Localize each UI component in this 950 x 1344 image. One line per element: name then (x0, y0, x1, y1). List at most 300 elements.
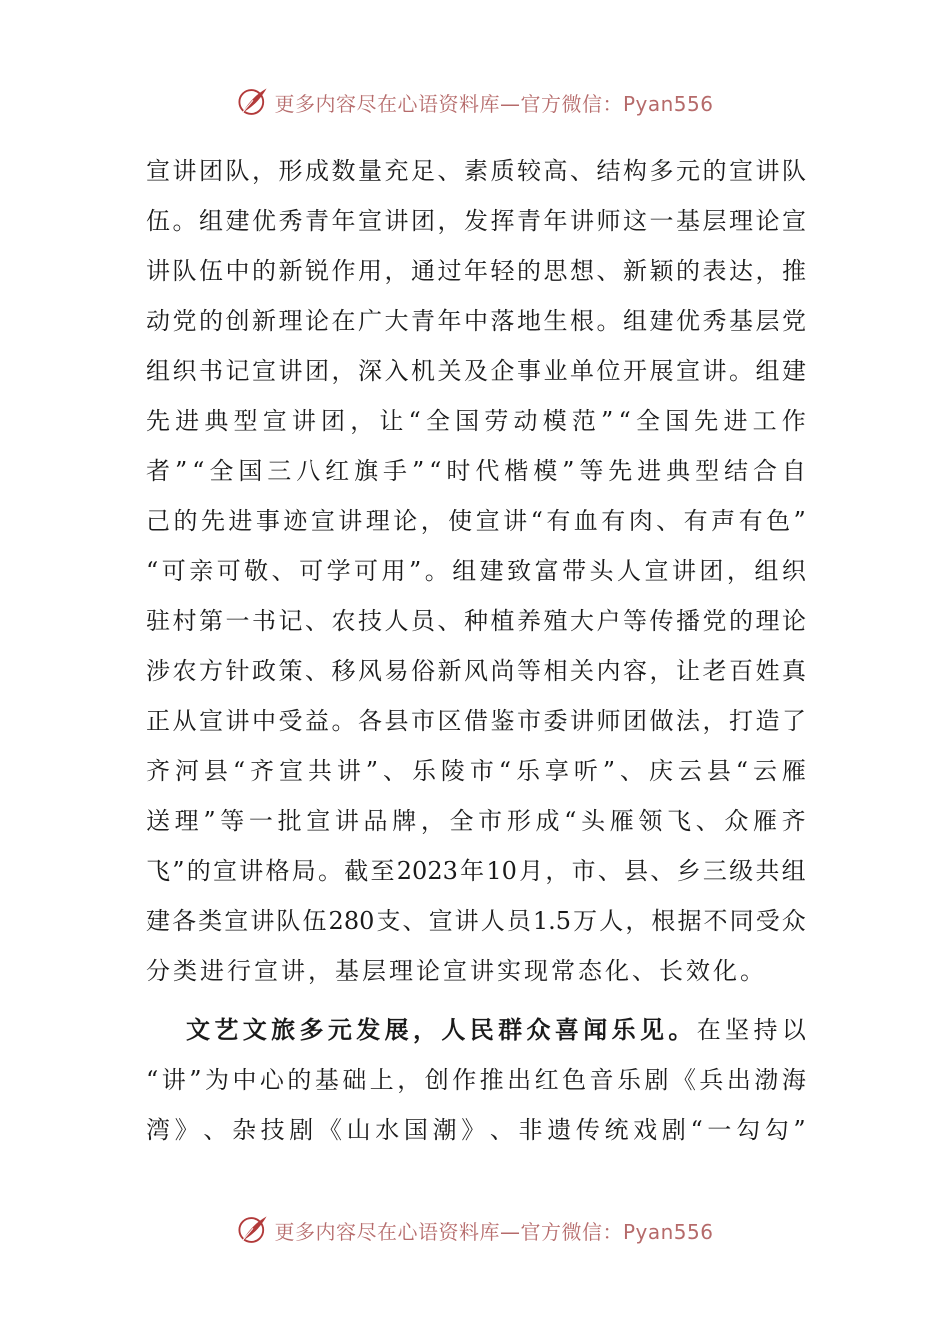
text-char: 团 (199, 157, 223, 185)
text-char: ” (172, 857, 185, 885)
text-char: ” (601, 407, 614, 435)
text-char: 风 (464, 657, 488, 685)
text-char: 颖 (649, 257, 674, 285)
text-char: 乐 (611, 1015, 636, 1044)
text-char: 元 (327, 1015, 352, 1044)
text-char: 老 (702, 657, 727, 685)
text-char: 等 (220, 807, 245, 835)
text-char: 宣 (475, 507, 500, 535)
text-char: 一 (649, 207, 674, 235)
text-char: 局 (291, 857, 316, 885)
text-char: 结 (596, 157, 621, 185)
text-char: 根 (651, 907, 676, 935)
text-char: 作 (331, 257, 356, 285)
text-char: 市 (469, 757, 494, 785)
text-char: ” (408, 557, 422, 585)
text-char: 众 (526, 1015, 551, 1044)
text-char: 雁 (781, 757, 806, 785)
text-char: 记 (278, 607, 303, 635)
text-char: 了 (782, 707, 806, 735)
text-char: 这 (623, 207, 647, 235)
text-char: 足 (411, 157, 435, 185)
text-char: 。 (668, 1015, 693, 1044)
text-line (146, 546, 806, 596)
text-char: 构 (623, 157, 647, 185)
text-char: 县 (624, 857, 649, 885)
text-char: 迹 (283, 507, 308, 535)
text-line (146, 796, 806, 846)
text-char: 各 (358, 707, 382, 735)
text-char: 充 (384, 157, 409, 185)
text-char: 共 (755, 857, 780, 885)
text-char: 姓 (755, 657, 780, 685)
text-char: “ (232, 757, 246, 785)
text-line (146, 646, 806, 696)
text-char: 享 (544, 757, 569, 785)
text-char: 青 (517, 207, 541, 235)
text-char: 在 (696, 1016, 721, 1044)
text-line (146, 696, 806, 746)
text-char: 宣 (224, 907, 249, 935)
text-char: 致 (507, 557, 532, 585)
text-char: 较 (517, 157, 541, 185)
text-char: 庆 (648, 757, 673, 785)
text-char: 旗 (354, 457, 379, 485)
text-char: 大 (384, 307, 409, 335)
text-char: 宣 (306, 807, 331, 835)
text-char: 层 (755, 307, 780, 335)
text-char: 全 (449, 807, 474, 835)
text-char: “ (146, 557, 159, 585)
text-char: 。 (596, 307, 621, 335)
text-char: 针 (225, 657, 250, 685)
text-char: 新 (278, 257, 303, 285)
text-char: 基 (676, 207, 700, 235)
text-char: 宣 (262, 407, 287, 435)
text-char: 方 (199, 657, 223, 685)
text-char: 合 (752, 457, 777, 485)
text-char: 基 (314, 1066, 339, 1094)
text-char: 机 (411, 357, 435, 385)
text-char: 俗 (411, 657, 435, 685)
text-char: 队 (172, 257, 197, 285)
text-char: 易 (384, 657, 409, 685)
text-char: 根 (570, 307, 594, 335)
text-char: 乐 (411, 757, 436, 785)
text-char: ， (331, 357, 356, 385)
text-char: 》 (174, 1116, 199, 1144)
text-char: 轻 (490, 257, 515, 285)
text-char: 遗 (547, 1116, 572, 1144)
text-char: 秀 (278, 207, 303, 235)
text-char: 模 (542, 407, 567, 435)
text-char: 的 (199, 307, 223, 335)
text-char: 讲 (702, 357, 727, 385)
text-char: ， (755, 257, 780, 285)
text-char: 宣 (676, 357, 700, 385)
text-char: 为 (204, 1066, 229, 1094)
text-char: 声 (711, 507, 736, 535)
text-char: 年 (543, 207, 568, 235)
text-char: 宣 (782, 207, 806, 235)
text-char: 听 (573, 757, 598, 785)
text-char: 以 (781, 1016, 806, 1044)
text-char: 创 (225, 307, 250, 335)
text-char: 等 (517, 657, 541, 685)
text-char: 在 (331, 307, 356, 335)
footer-banner-text: 更多内容尽在心语资料库—官方微信：Pyan556 (274, 1219, 714, 1244)
text-char: 论 (755, 207, 780, 235)
text-char: 团 (305, 357, 329, 385)
text-char: 、 (489, 1116, 514, 1144)
text-char: 团 (623, 707, 647, 735)
text-char: 水 (375, 1116, 400, 1144)
text-char: 。 (331, 707, 356, 735)
text-line (146, 896, 806, 946)
text-char: 新 (623, 257, 647, 285)
text-char: 艺 (214, 1015, 239, 1044)
text-char: 音 (589, 1066, 614, 1094)
text-char: 县 (384, 707, 409, 735)
text-char: 民 (469, 1015, 494, 1044)
text-char: 借 (464, 707, 488, 735)
text-char: 动 (146, 307, 170, 335)
text-char: 送 (146, 807, 170, 835)
text-char: 己 (146, 507, 170, 535)
text-char: 益 (305, 707, 329, 735)
paragraph-1 (146, 146, 806, 996)
text-char: 进 (723, 407, 748, 435)
text-char: 级 (729, 857, 754, 885)
text-char: 伍 (146, 207, 170, 235)
text-char: 讲 (338, 507, 363, 535)
text-char: 层 (702, 207, 727, 235)
text-char: 1.5 (532, 907, 572, 935)
text-char: 、 (656, 507, 681, 535)
text-char: ， (702, 707, 727, 735)
text-char: 讲 (755, 157, 780, 185)
text-char: 形 (506, 807, 531, 835)
text-char: 人 (384, 607, 409, 635)
text-char: 、 (402, 907, 427, 935)
text-char: 地 (517, 307, 541, 335)
text-char: “ (618, 407, 631, 435)
text-char: 讲 (454, 907, 479, 935)
text-char: 理 (174, 807, 199, 835)
text-char: 剧 (661, 1116, 686, 1144)
text-char: 讲 (334, 807, 359, 835)
text-char: 型 (695, 457, 720, 485)
text-char: 组 (199, 207, 223, 235)
text-char: 中 (464, 307, 488, 335)
text-char: 齐 (146, 757, 170, 785)
text-char: 截 (344, 857, 369, 885)
text-char: 鉴 (490, 707, 515, 735)
text-char: 移 (331, 657, 356, 685)
text-char: 280 (328, 907, 375, 935)
text-char: 典 (204, 407, 229, 435)
text-char: 推 (479, 1066, 504, 1094)
text-char: “ (564, 807, 577, 835)
text-char: 组 (452, 557, 477, 585)
text-char: 可 (299, 557, 324, 585)
text-char: 讲 (172, 157, 197, 185)
text-char: 有 (601, 507, 626, 535)
text-char: 心 (259, 1066, 284, 1094)
text-char: 的 (729, 607, 753, 635)
text-char: ” (365, 757, 379, 785)
text-char: 县 (706, 757, 731, 785)
text-char: 人 (599, 907, 624, 935)
text-char: 策 (278, 657, 303, 685)
text-line (146, 1105, 806, 1155)
text-char: 、 (305, 657, 329, 685)
text-char: 讲 (250, 907, 275, 935)
text-char: 建 (479, 557, 504, 585)
text-char: 闻 (583, 1015, 608, 1044)
text-char: 、 (305, 607, 329, 635)
text-char: 肉 (628, 507, 653, 535)
text-char: 雁 (753, 807, 777, 835)
text-char: 飞 (146, 857, 170, 885)
text-char: 人 (441, 1015, 466, 1044)
text-char: 受 (755, 907, 780, 935)
text-char: 组 (781, 857, 806, 885)
text-char: 展 (649, 357, 674, 385)
text-char: 多 (649, 157, 674, 185)
text-char: 伍 (199, 257, 223, 285)
text-char: 血 (573, 507, 598, 535)
text-char: 秀 (702, 307, 727, 335)
text-char: ” (174, 457, 188, 485)
text-char: “ (192, 457, 205, 485)
text-char: 至 (370, 857, 395, 885)
text-char: ” (793, 1116, 806, 1144)
text-char: 品 (363, 807, 388, 835)
text-char: “ (735, 757, 749, 785)
text-char: “ (408, 407, 421, 435)
text-char: 讲 (291, 407, 316, 435)
text-char: “ (498, 757, 512, 785)
text-char: 宣 (146, 157, 170, 185)
text-char: 支 (376, 907, 401, 935)
text-char: 市 (478, 807, 503, 835)
text-char: 万 (573, 907, 598, 935)
text-char: ， (350, 407, 375, 435)
text-line (146, 1055, 806, 1105)
text-char: 典 (666, 457, 691, 485)
text-char: 领 (638, 807, 663, 835)
text-char: 市 (517, 707, 541, 735)
text-char: 驻 (146, 607, 170, 635)
text-char: 全 (209, 457, 234, 485)
text-char: 云 (752, 757, 777, 785)
text-char: 动 (513, 407, 538, 435)
text-char: 量 (358, 157, 382, 185)
text-char: 富 (534, 557, 559, 585)
text-char: 、 (570, 157, 594, 185)
text-char: 群 (498, 1015, 523, 1044)
text-char: 代 (475, 457, 500, 485)
text-char: ， (420, 507, 445, 535)
text-char: 批 (277, 807, 302, 835)
text-char: 宣 (278, 757, 303, 785)
text-char: 宣 (729, 157, 753, 185)
text-char: ” (562, 457, 575, 485)
text-char: 剧 (289, 1116, 314, 1144)
text-char: 容 (623, 657, 647, 685)
text-char: 宣 (358, 207, 382, 235)
text-char: 位 (596, 357, 621, 385)
text-char: 建 (146, 907, 170, 935)
text-char: 相 (543, 657, 568, 685)
text-char: ” (411, 457, 425, 485)
text-char: 全 (635, 407, 660, 435)
text-char: 想 (570, 257, 594, 285)
text-char: ” (189, 1066, 202, 1094)
text-char: 记 (225, 357, 250, 385)
text-char: 书 (252, 607, 276, 635)
text-char: 涉 (146, 657, 170, 685)
text-char: ， (437, 207, 462, 235)
text-char: 建 (782, 357, 806, 385)
text-char: 的 (287, 1066, 312, 1094)
text-char: 展 (384, 1015, 409, 1044)
text-line (146, 446, 806, 496)
text-char: 技 (358, 607, 382, 635)
text-char: 宣 (252, 357, 276, 385)
text-char: 陵 (440, 757, 465, 785)
text-char: 国 (455, 407, 480, 435)
text-char: 《 (671, 1066, 696, 1094)
text-char: 共 (307, 757, 332, 785)
text-char: “ (690, 1116, 703, 1144)
text-char: 出 (507, 1066, 532, 1094)
text-char: ， (545, 857, 570, 885)
text-char: 组 (146, 357, 170, 385)
text-char: 传 (575, 1116, 600, 1144)
text-char: 打 (729, 707, 753, 735)
text-char: 《 (317, 1116, 342, 1144)
text-char: 戏 (633, 1116, 658, 1144)
text-char: 织 (172, 357, 197, 385)
text-char: 年 (437, 307, 462, 335)
text-char: 元 (676, 157, 700, 185)
text-char: 关 (437, 357, 462, 385)
text-line (146, 396, 806, 446)
text-char: 基 (729, 307, 753, 335)
text-char: 讲 (161, 1066, 186, 1094)
text-char: 、 (695, 807, 720, 835)
text-char: 党 (782, 307, 806, 335)
text-char: 造 (755, 707, 780, 735)
text-char: 可 (216, 557, 241, 585)
text-char: 优 (252, 207, 276, 235)
text-char: 植 (490, 607, 515, 635)
text-char: 可 (161, 557, 186, 585)
text-char: 一 (707, 1116, 732, 1144)
text-char: 的 (676, 257, 700, 285)
text-char: 等 (579, 457, 604, 485)
text-char: 杂 (231, 1116, 256, 1144)
text-char: 飞 (667, 807, 692, 835)
text-char: 先 (146, 407, 170, 435)
text-char: 师 (596, 707, 621, 735)
text-char: 可 (354, 557, 379, 585)
text-char: 乐 (515, 757, 540, 785)
text-char: 青 (305, 207, 329, 235)
text-char: 头 (581, 807, 606, 835)
text-line (146, 596, 806, 646)
text-char: 新 (437, 657, 462, 685)
text-char: 文 (242, 1015, 267, 1044)
text-char: 格 (265, 857, 290, 885)
text-char: 色 (766, 507, 791, 535)
text-char: 及 (464, 357, 488, 385)
text-line (146, 746, 806, 796)
text-char: 理 (278, 307, 303, 335)
text-char: 数 (331, 157, 356, 185)
quill-pen-logo-icon (236, 85, 270, 119)
text-char: 通 (411, 257, 435, 285)
text-char: 国 (403, 1116, 428, 1144)
text-char: 宣 (213, 857, 238, 885)
text-char: 先 (200, 507, 225, 535)
text-char: 、 (437, 157, 462, 185)
text-char: 宣 (428, 907, 453, 935)
text-char: 2023 (396, 857, 458, 885)
text-char: 旅 (271, 1015, 296, 1044)
text-line (146, 296, 806, 346)
text-char: 达 (729, 257, 753, 285)
text-char: 海 (781, 1066, 806, 1094)
text-char: 手 (383, 457, 407, 485)
text-char: 、 (650, 857, 675, 885)
text-char: 、 (597, 857, 622, 885)
text-char: 广 (358, 307, 382, 335)
text-char: 月 (519, 857, 544, 885)
text-char: 内 (596, 657, 621, 685)
text-char: ” (203, 807, 216, 835)
text-char: 市 (571, 857, 596, 885)
text-char: 第 (199, 607, 223, 635)
footer-banner (0, 1208, 950, 1252)
text-char: 让 (676, 657, 700, 685)
paragraph-gap (146, 996, 806, 1005)
text-char: 云 (677, 757, 702, 785)
text-char: 齐 (250, 757, 275, 785)
text-char: 团 (699, 557, 724, 585)
text-char: 书 (199, 357, 223, 385)
text-char: 有 (738, 507, 763, 535)
text-char: 持 (753, 1016, 778, 1044)
text-char: “ (530, 507, 543, 535)
text-char: 中 (252, 707, 276, 735)
text-char: 从 (172, 707, 197, 735)
text-char: 兵 (699, 1066, 724, 1094)
text-char: 党 (172, 307, 197, 335)
text-char: 法 (676, 707, 700, 735)
text-char: 业 (543, 357, 568, 385)
text-line (146, 246, 806, 296)
text-char: 不 (703, 907, 728, 935)
text-char: 形 (278, 157, 303, 185)
text-char: 统 (604, 1116, 629, 1144)
text-char: 理 (755, 607, 780, 635)
text-char: 范 (571, 407, 596, 435)
text-char: 讲 (384, 207, 409, 235)
text-char: 新 (252, 307, 276, 335)
